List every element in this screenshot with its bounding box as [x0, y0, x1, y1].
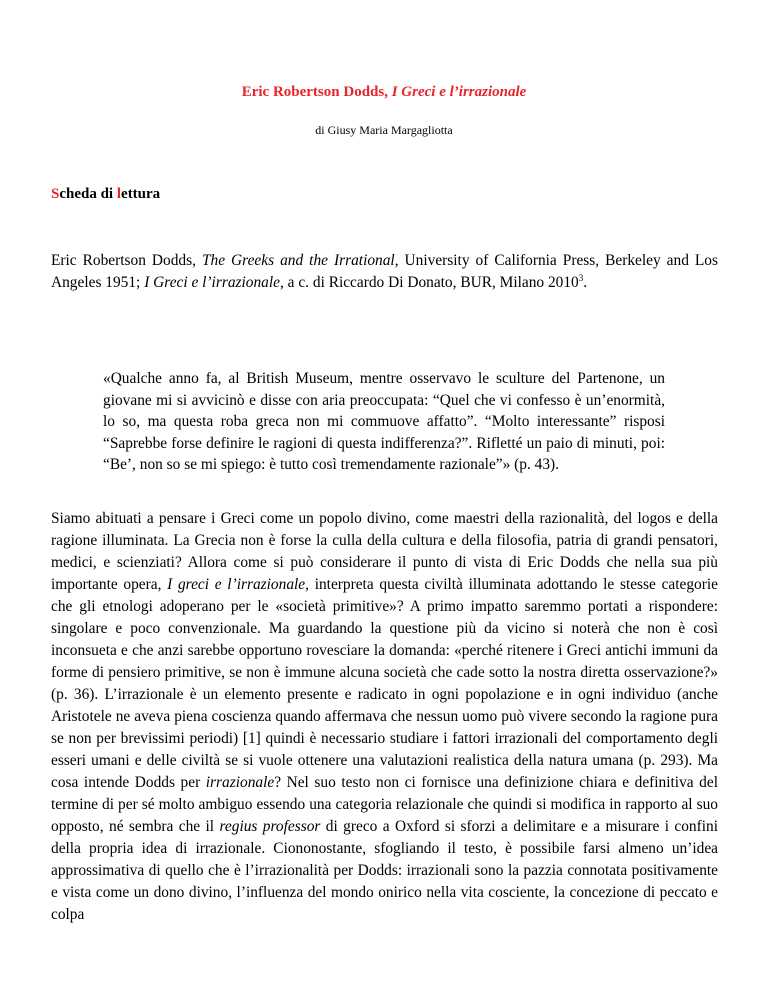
title-work: I Greci e l’irrazionale [391, 84, 527, 100]
block-quote: «Qualche anno fa, al British Museum, mentre osservavo le sculture del Partenone, un giovane mi si avvicinò e disse con aria preoccupata: “Quel che vi confesso è un’enormità, lo so, ma questa roba greca non mi commuove affatto”. “Molto interessante” risposi “Saprebbe forse definire le ragioni di questa indifferenza?”. Rifletté un paio di minuti, poi: “Be’, non so se mi spiego: è tutto così tremendamente razionale”» (p. 43). [103, 370, 665, 473]
title-author: Eric Robertson Dodds, [241, 84, 388, 100]
body-text-2: , interpreta questa civiltà illuminata adottando le stesse categorie che gli etnologi adoperano per le «società primitive»? A primo impatto saremmo portati a rispondere: singolare e poco convenzionale. Ma guardando la questione più da vicino si noterà che non è così inconsueta e che anzi sarebbe opportuno rovesciare la domanda: «perché ritenere i Greci antichi immuni da forme di pensiero primitive, se non è immune alcuna società che cade sotto la nostra diretta osservazione?» (p. 36). L’irrazionale è un elemento presente e radicato in ogni popolazione e in ogni individuo (anche Aristotele ne aveva piena coscienza quando affermava che nessun uomo può vivere secondo la ragione pura se non per brevissimi periodi) [1] quindi è necessario studiare i fattori irrazionali del comportamento degli esseri umani e delle civiltà se si vuole ottenere una valutazioni realistica della natura umana (p. 293). Ma cosa intende Dodds per [51, 576, 718, 791]
edition-superscript: 3 [578, 272, 584, 283]
heading-part-2: ettura [121, 186, 161, 202]
document-title [0, 84, 768, 101]
citation-title-translation: I Greci e l’irrazionale [144, 274, 280, 291]
body-paragraph [51, 508, 718, 926]
section-heading [51, 186, 160, 203]
heading-part-1: cheda di [59, 186, 117, 202]
body-text-3: ? Nel suo testo non ci fornisce una definizione chiara e definitiva del termine di per sé molto ambiguo essendo una categoria relazionale che quindi si modifica in rapporto al suo opposto, né sembra che il [51, 774, 718, 835]
citation-part-3: , a c. di Riccardo Di Donato, BUR, Milano 2010 [279, 274, 579, 291]
citation-part-4: . [583, 274, 588, 291]
citation-title-original: The Greeks and the Irrational [201, 252, 395, 269]
heading-initial-l: l [116, 186, 122, 202]
citation-part-1: Eric Robertson Dodds, [51, 252, 202, 269]
body-italic-regius: regius professor [219, 818, 321, 835]
bibliographic-citation [51, 250, 718, 294]
body-italic-title: I greci e l’irrazionale [167, 576, 306, 593]
citation-part-2: , University of California Press, Berkeley and Los Angeles 1951; [51, 252, 718, 291]
body-text-1: Siamo abituati a pensare i Greci come un popolo divino, come maestri della razionalità, del logos e della ragione illuminata. La Grecia non è forse la culla della cultura e della filosofia, patria di grandi pensatori, medici, e scienziati? Allora come si può considerare il punto di vista di Eric Dodds che nella sua più importante opera, [51, 510, 718, 593]
heading-initial-s: S [51, 186, 60, 202]
body-italic-irrazionale: irrazionale [205, 774, 275, 791]
body-text-4: di greco a Oxford si sforzi a delimitare e a misurare i confini della propria idea di irrazionale. Ciononostante, sfogliando il testo, è possibile farsi almeno un’idea approssimativa di quello che è l’irrazionalità per Dodds: irrazionali sono la pazzia connotata positivamente e vista come un dono divino, l’influenza del mondo onirico nella vita cosciente, la concezione di peccato e colpa [51, 818, 718, 923]
byline: di Giusy Maria Margagliotta [315, 123, 453, 137]
